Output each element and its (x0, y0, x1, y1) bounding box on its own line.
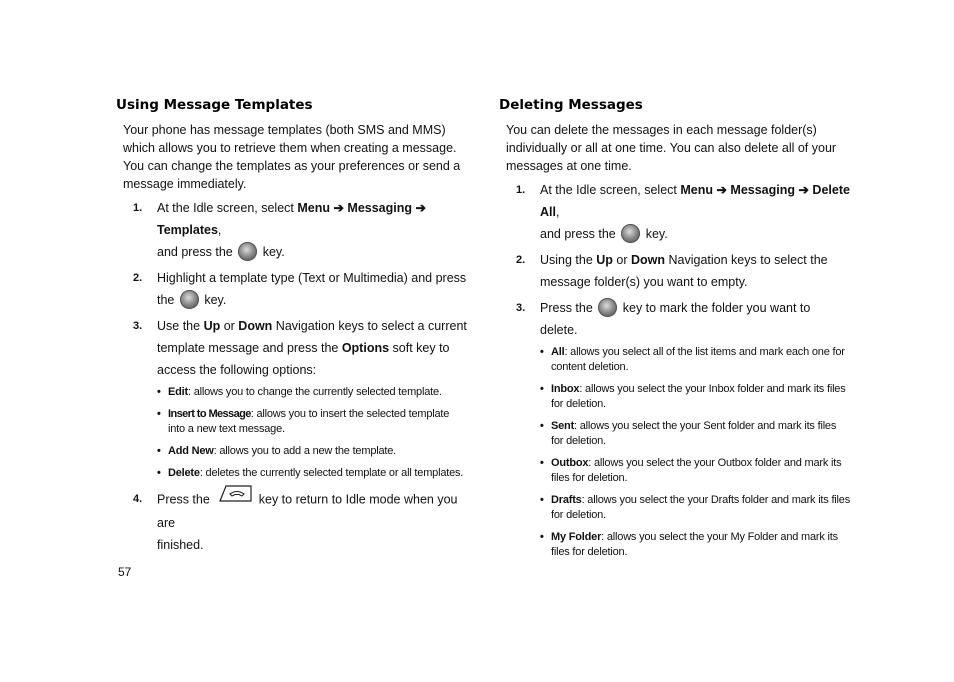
step-3: 3. Use the Up or Down Navigation keys to select a current template message and press the Options soft key to access the following options: • Edit: allows you to change the currently selected template. • Insert to Message: allows you to insert the selected template into a new text message. • Add New: allows you to add a new the template. • Delete: deletes the currently selected template or all templates. (116, 315, 468, 481)
section-message-templates (116, 97, 468, 560)
list-item: • Sent: allows you select the your Sent folder and mark its files for deletion. (540, 419, 851, 449)
list-item: • Drafts: allows you select the your Drafts folder and mark its files for deletion. (540, 493, 851, 523)
step-number: 2. (133, 272, 143, 284)
section-intro: Your phone has message templates (both SMS and MMS) which allows you to retrieve them when creating a message. You can change the templates as your preferences or send a message immediately. (123, 123, 461, 191)
section-intro: You can delete the messages in each message folder(s) individually or all at one time. You can also delete all of your messages at one time. (506, 123, 837, 173)
step-number: 4. (133, 493, 143, 505)
list-item: • My Folder: allows you select the your My Folder and mark its files for deletion. (540, 530, 851, 560)
step-4: 4. Press the key to return to Idle mode when you are finished. (116, 488, 468, 556)
step-number: 3. (516, 302, 526, 314)
list-item: • All: allows you select all of the list items and mark each one for content deletion. (540, 345, 851, 375)
page-number: 57 (118, 565, 132, 579)
step-2: 2. Highlight a template type (Text or Multimedia) and press the key. (116, 267, 468, 311)
list-item: • Insert to Message: allows you to insert the selected template into a new text message. (157, 407, 468, 437)
ok-key-icon (238, 242, 257, 261)
step-1: 1. At the Idle screen, select Menu ➔ Messaging ➔ Delete All, and press the key. (499, 179, 851, 245)
step-number: 1. (516, 184, 526, 196)
options-list (540, 345, 851, 560)
section-title: Deleting Messages (499, 97, 643, 113)
step-2: 2. Using the Up or Down Navigation keys to select the message folder(s) you want to empty. (499, 249, 851, 293)
steps-list (116, 197, 468, 556)
step-number: 1. (133, 202, 143, 214)
options-list (157, 385, 468, 481)
list-item: • Inbox: allows you select the your Inbox folder and mark its files for deletion. (540, 382, 851, 412)
list-item: • Add New: allows you to add a new the template. (157, 444, 468, 459)
list-item: • Edit: allows you to change the currently selected template. (157, 385, 468, 400)
ok-key-icon (598, 298, 617, 317)
steps-list (499, 179, 851, 560)
step-number: 2. (516, 254, 526, 266)
list-item: • Delete: deletes the currently selected template or all templates. (157, 466, 468, 481)
step-1: 1. At the Idle screen, select Menu ➔ Messaging ➔ Templates, and press the key. (116, 197, 468, 263)
list-item: • Outbox: allows you select the your Outbox folder and mark its files for deletion. (540, 456, 851, 486)
step-3: 3. Press the key to mark the folder you want to delete. • All: allows you select all of the list items and mark each one for content deletion. • Inbox: allows you select the your Inbox folder and mark its files for deletion. • Sent: allows you select the your Sent folder and mark its files for deletion. • Outbox: allows you select the your Outbox folder and mark its files for deletion. • Drafts: allows you select the your Drafts folder and mark its files for deletion. • My Folder: allows you select the your My Folder and mark its files for deletion. (499, 297, 851, 560)
end-key-icon (216, 485, 252, 509)
ok-key-icon (180, 290, 199, 309)
ok-key-icon (621, 224, 640, 243)
section-deleting-messages (499, 97, 851, 567)
section-title: Using Message Templates (116, 97, 313, 113)
step-number: 3. (133, 320, 143, 332)
